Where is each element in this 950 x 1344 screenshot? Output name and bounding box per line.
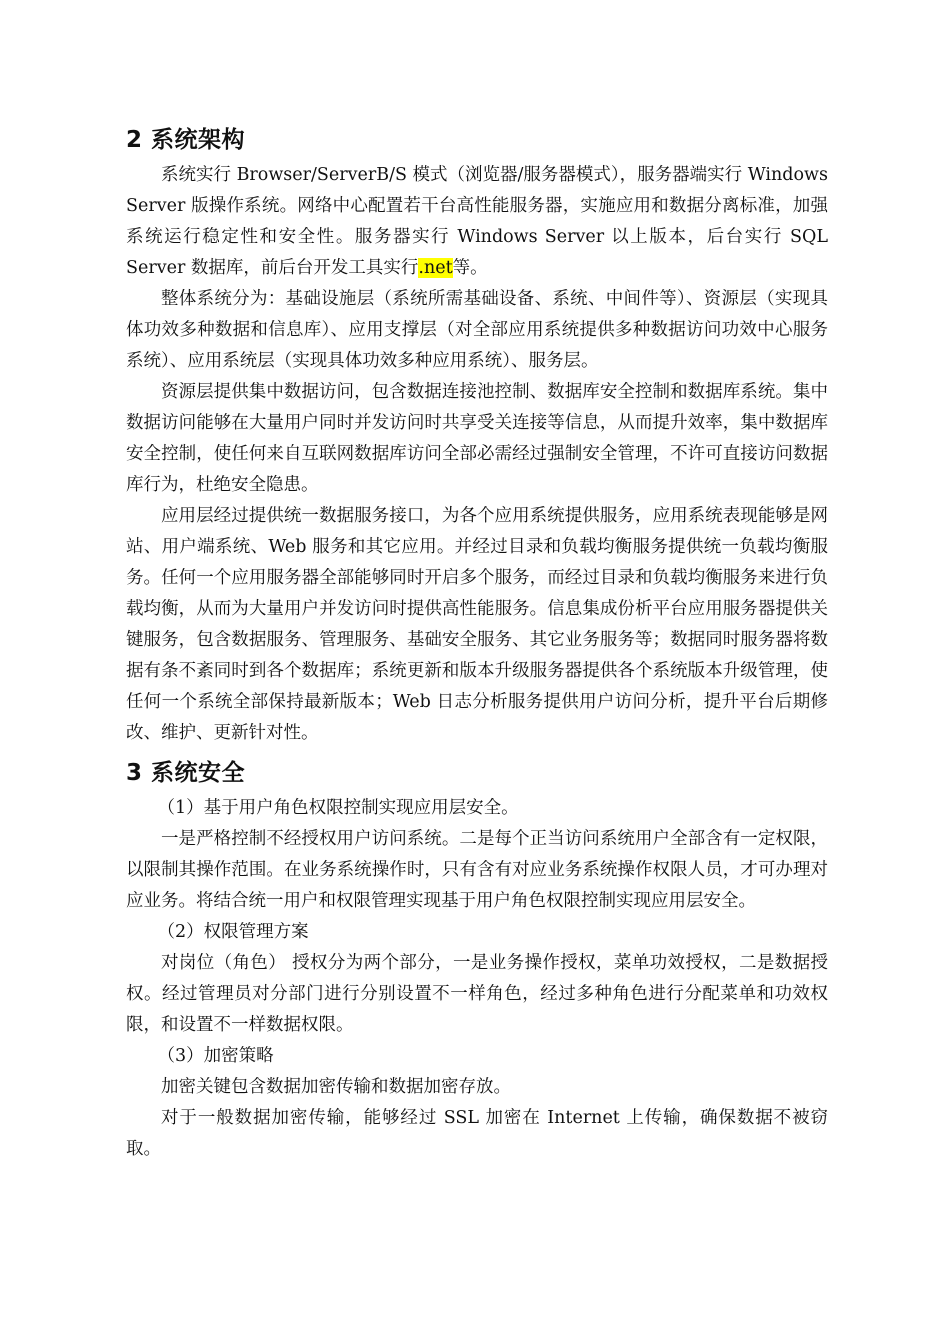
section-3-heading: 3 系统安全 [126, 760, 246, 786]
section-3-paragraph-3: 加密关键包含数据加密传输和数据加密存放。 [161, 1077, 511, 1097]
section-2-paragraph-3: 资源层提供集中数据访问，包含数据连接池控制、数据库安全控制和数据库系统。集中数据访问能够在大量用户同时并发访问时共享受关连接等信息，从而提升效率，集中数据库安全控制，使任何来自互联网数据库访问全部必需经过强制安全管理，不许可直接访问数据库行为，杜绝安全隐患。 [126, 382, 828, 495]
section-2-heading: 2 系统架构 [126, 127, 246, 153]
section-2-paragraph-1-end: 等。 [452, 258, 488, 278]
section-3-paragraph-1: 一是严格控制不经授权用户访问系统。二是每个正当访问系统用户全部含有一定权限，以限制其操作范围。在业务系统操作时，只有含有对应业务系统操作权限人员，才可办理对应业务。将结合统一用户和权限管理实现基于用户角色权限控制实现应用层安全。 [126, 829, 828, 911]
section-2-paragraph-1-text: 系统实行 Browser/ServerB/S 模式（浏览器/服务器模式），服务器端实行 Windows Server 版操作系统。网络中心配置若干台高性能服务器，实施应用和数据分离标准，加强系统运行稳定性和安全性。服务器实行 Windows Server 以上版本，后台实行 SQL Server 数据库，前后台开发工具实行 [126, 165, 828, 278]
section-2-paragraph-2: 整体系统分为：基础设施层（系统所需基础设备、系统、中间件等）、资源层（实现具体功效多种数据和信息库）、应用支撑层（对全部应用系统提供多种数据访问功效中心服务系统）、应用系统层（实现具体功效多种应用系统）、服务层。 [126, 289, 828, 371]
section-3-item-3: （3）加密策略 [157, 1046, 274, 1066]
section-2-paragraph-4: 应用层经过提供统一数据服务接口，为各个应用系统提供服务，应用系统表现能够是网站、用户端系统、Web 服务和其它应用。并经过目录和负载均衡服务提供统一负载均衡服务。任何一个应用服务器全部能够同时开启多个服务，而经过目录和负载均衡服务来进行负载均衡，从而为大量用户并发访问时提供高性能服务。信息集成份析平台应用服务器提供关键服务，包含数据服务、管理服务、基础安全服务、其它业务服务等；数据同时服务器将数据有条不紊同时到各个数据库；系统更新和版本升级服务器提供各个系统版本升级管理，使任何一个系统全部保持最新版本；Web 日志分析服务提供用户访问分析，提升平台后期修改、维护、更新针对性。 [126, 506, 828, 743]
section-3-item-1: （1）基于用户角色权限控制实现应用层安全。 [157, 798, 519, 818]
document-body [126, 120, 828, 1165]
section-3-paragraph-2: 对岗位（角色） 授权分为两个部分，一是业务操作授权，菜单功效授权，二是数据授权。经过管理员对分部门进行分别设置不一样角色，经过多种角色进行分配菜单和功效权限，和设置不一样数据权限。 [126, 953, 828, 1035]
section-2-paragraph-1 [126, 160, 828, 284]
section-3-item-2: （2）权限管理方案 [157, 922, 309, 942]
section-3-paragraph-4: 对于一般数据加密传输，能够经过 SSL 加密在 Internet 上传输，确保数据不被窃取。 [126, 1108, 828, 1159]
highlighted-text: .net [418, 258, 453, 278]
